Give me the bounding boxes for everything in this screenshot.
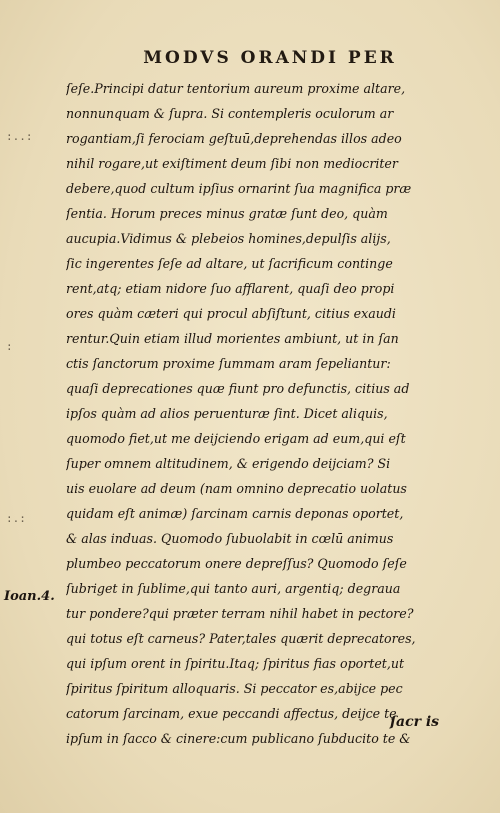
text-line: quaſi deprecationes quæ fiunt pro defunctis, citius ad	[66, 381, 410, 396]
text-line: nonnunquam & ſupra. Si contempleris oculorum ar	[66, 106, 394, 121]
text-line: ſeſe.Principi datur tentorium aureum proxime altare,	[66, 81, 406, 96]
text-line: debere,quod cultum ipſius ornarint ſua magnifica præ	[66, 181, 412, 196]
margin-mark: :.:	[6, 512, 26, 525]
text-line: ſentia. Horum preces minus gratæ ſunt deo, quàm	[66, 206, 388, 221]
text-line: catorum ſarcinam, exue peccandi affectus, deijce te	[66, 706, 397, 721]
text-line: plumbeo peccatorum onere depreſſus? Quomodo ſeſe	[66, 556, 407, 571]
running-title: MODVS ORANDI PER	[143, 48, 397, 68]
catchword: ſacr is	[390, 714, 440, 730]
text-line: ipſum in ſacco & cinere:cum publicano ſubducito te &	[66, 731, 411, 746]
text-line: ctis ſanctorum proxime ſummam aram ſepeliantur:	[66, 356, 391, 371]
text-line: ſubriget in ſublime,qui tanto auri, argentiq; degraua	[66, 581, 401, 596]
text-line: uis euolare ad deum (nam omnino deprecatio uolatus	[66, 481, 407, 496]
text-line: ipſos quàm ad alios peruenturæ ſint. Dicet aliquis,	[66, 406, 388, 421]
text-line: ſic ingerentes ſeſe ad altare, ut ſacrificum continge	[66, 256, 393, 271]
text-line: ſpiritus ſpiritum alloquaris. Si peccator es,abijce pec	[66, 681, 403, 696]
margin-reference: Ioan.4.	[4, 589, 55, 604]
text-line: nihil rogare,ut exiſtiment deum ſibi non mediocriter	[66, 156, 398, 171]
text-line: quomodo fiet,ut me deijciendo erigam ad eum,qui eſt	[66, 431, 406, 446]
text-line: qui ipſum orent in ſpiritu.Itaq; ſpiritus fias oportet,ut	[66, 656, 405, 671]
text-line: rentur.Quin etiam illud morientes ambiunt, ut in ſan	[66, 331, 399, 346]
text-line: quidam eſt animæ) ſarcinam carnis deponas oportet,	[66, 506, 404, 521]
margin-mark: :..:	[6, 130, 33, 143]
text-line: ſuper omnem altitudinem, & erigendo deijciam? Si	[66, 456, 391, 471]
text-line: qui totus eſt carneus? Pater,tales quærit deprecatores,	[66, 631, 416, 646]
text-line: rogantiam,ſi ferociam geſtuū,deprehendas illos adeo	[66, 131, 402, 146]
text-line: rent,atq; etiam nidore ſuo afflarent, quaſi deo propi	[66, 281, 395, 296]
text-line: & alas induas. Quomodo ſubuolabit in cœlū animus	[66, 531, 394, 546]
text-line: ores quàm cæteri qui procul abſiſtunt, citius exaudi	[66, 306, 396, 321]
text-line: tur pondere?qui præter terram nihil habet in pectore?	[66, 606, 414, 621]
text-line: aucupia.Vidimus & plebeios homines,depulſis alijs,	[66, 231, 391, 246]
margin-mark: :	[6, 340, 13, 353]
body-text	[66, 76, 466, 751]
